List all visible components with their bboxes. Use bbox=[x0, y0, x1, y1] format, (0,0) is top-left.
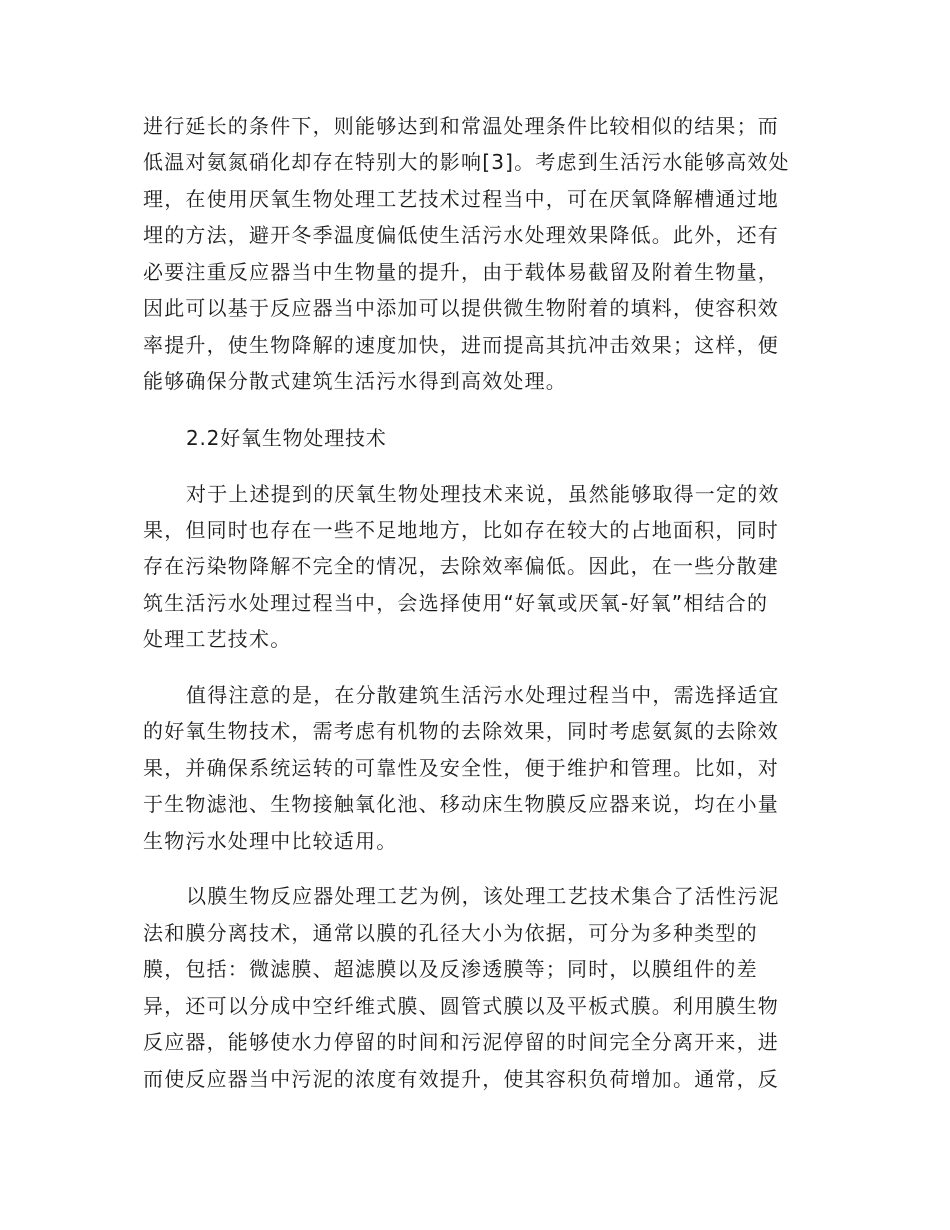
text-line: 以膜生物反应器处理工艺为例，该处理工艺技术集合了活性污泥 bbox=[186, 884, 780, 908]
text-line: 生物污水处理中比较适用。 bbox=[143, 829, 398, 853]
text-line: 能够确保分散式建筑生活污水得到高效处理。 bbox=[143, 369, 567, 393]
text-line: 异，还可以分成中空纤维式膜、圆管式膜以及平板式膜。利用膜生物 bbox=[143, 994, 779, 1018]
text-line: 法和膜分离技术，通常以膜的孔径大小为依据，可分为多种类型的 bbox=[143, 921, 758, 945]
text-line: 埋的方法，避开冬季温度偏低使生活污水处理效果降低。此外，还有 bbox=[143, 223, 779, 247]
text-line: 反应器，能够使水力停留的时间和污泥停留的时间完全分离开来，进 bbox=[143, 1030, 779, 1054]
text-line: 而使反应器当中污泥的浓度有效提升，使其容积负荷增加。通常，反 bbox=[143, 1067, 779, 1091]
text-line: 筑生活污水处理过程当中，会选择使用“好氧或厌氧-好氧”相结合的 bbox=[143, 591, 769, 615]
text-line: 于生物滤池、生物接触氧化池、移动床生物膜反应器来说，均在小量 bbox=[143, 792, 779, 816]
text-line: 存在污染物降解不完全的情况，去除效率偏低。因此，在一些分散建 bbox=[143, 554, 779, 578]
text-line: 率提升，使生物降解的速度加快，进而提高其抗冲击效果；这样，便 bbox=[143, 333, 779, 357]
text-line: 膜，包括：微滤膜、超滤膜以及反渗透膜等；同时，以膜组件的差 bbox=[143, 957, 758, 981]
text-line: 因此可以基于反应器当中添加可以提供微生物附着的填料，使容积效 bbox=[143, 296, 779, 320]
text-line: 果，但同时也存在一些不足地地方，比如存在较大的占地面积，同时 bbox=[143, 518, 779, 542]
text-line: 值得注意的是，在分散建筑生活污水处理过程当中，需选择适宜 bbox=[186, 683, 780, 707]
text-line: 处理工艺技术。 bbox=[143, 627, 292, 651]
text-line: 的好氧生物技术，需考虑有机物的去除效果，同时考虑氨氮的去除效 bbox=[143, 719, 779, 743]
text-line: 必要注重反应器当中生物量的提升，由于载体易截留及附着生物量， bbox=[143, 260, 779, 284]
text-line: 对于上述提到的厌氧生物处理技术来说，虽然能够取得一定的效 bbox=[186, 482, 780, 506]
text-line: 果，并确保系统运转的可靠性及安全性，便于维护和管理。比如，对 bbox=[143, 756, 779, 780]
section-heading: 2.2好氧生物处理技术 bbox=[186, 426, 387, 450]
text-line: 理，在使用厌氧生物处理工艺技术过程当中，可在厌氧降解槽通过地 bbox=[143, 187, 779, 211]
text-line: 低温对氨氮硝化却存在特别大的影响[3]。考虑到生活污水能够高效处 bbox=[143, 150, 790, 174]
text-line: 进行延长的条件下，则能够达到和常温处理条件比较相似的结果；而 bbox=[143, 114, 779, 138]
